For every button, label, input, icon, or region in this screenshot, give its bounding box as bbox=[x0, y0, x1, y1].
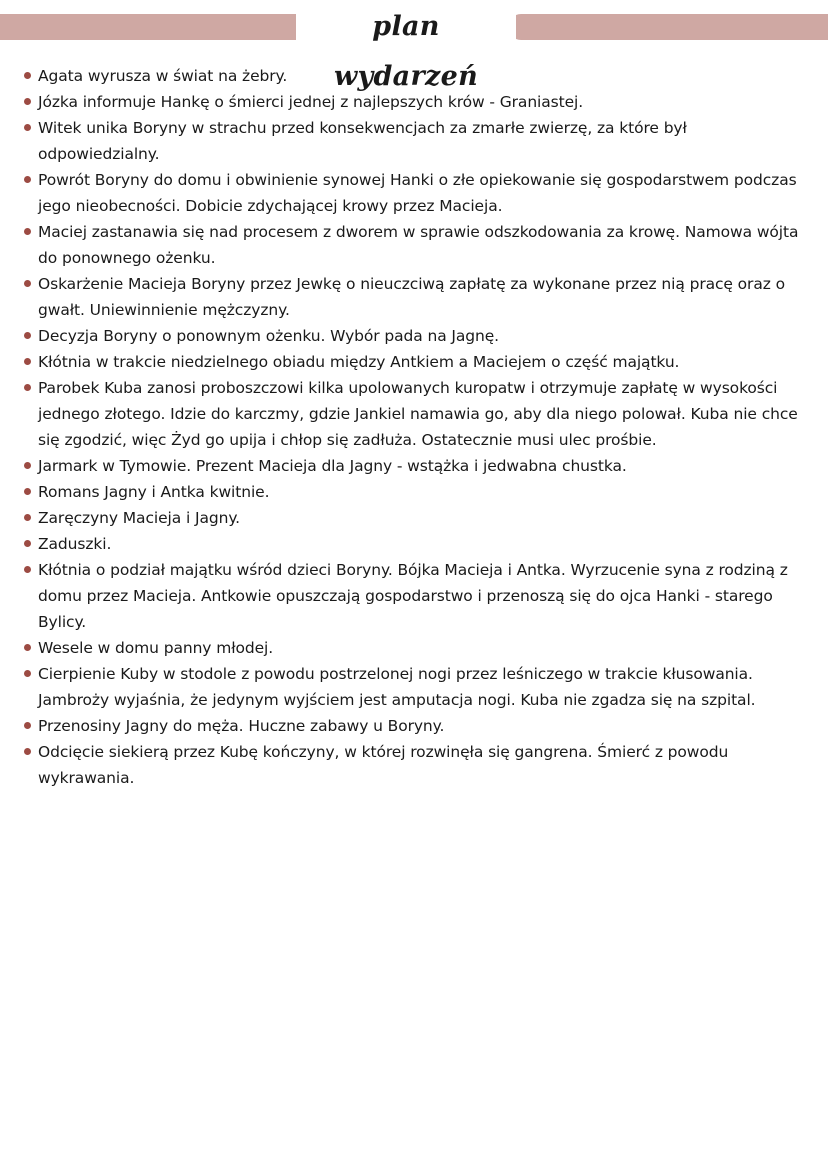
bullet-icon bbox=[24, 228, 31, 235]
bullet-icon bbox=[24, 72, 31, 79]
bullet-icon bbox=[24, 176, 31, 183]
bullet-icon bbox=[24, 644, 31, 651]
list-item bbox=[22, 531, 812, 557]
list-item bbox=[22, 375, 812, 453]
event-text: Parobek Kuba zanosi proboszczowi kilka upolowanych kuropatw i otrzymuje zapłatę w wysokości jednego złotego. Idzie do karczmy, gdzie Jankiel namawia go, aby dla niego polował. Kuba nie chce się zgodzić, więc Żyd go upija i chłop się zadłuża. Ostatecznie musi ulec prośbie. bbox=[38, 379, 798, 449]
event-text: Decyzja Boryny o ponownym ożenku. Wybór pada na Jagnę. bbox=[38, 327, 500, 345]
event-text: Odcięcie siekierą przez Kubę kończyny, w której rozwinęła się gangrena. Śmierć z powodu wykrawania. bbox=[38, 743, 729, 787]
bullet-icon bbox=[24, 540, 31, 547]
bullet-icon bbox=[24, 670, 31, 677]
list-item bbox=[22, 557, 812, 635]
bullet-icon bbox=[24, 384, 31, 391]
bullet-icon bbox=[24, 98, 31, 105]
bullet-icon bbox=[24, 462, 31, 469]
event-text: Romans Jagny i Antka kwitnie. bbox=[38, 483, 270, 501]
list-item bbox=[22, 479, 812, 505]
bullet-icon bbox=[24, 748, 31, 755]
bullet-icon bbox=[24, 332, 31, 339]
list-item bbox=[22, 505, 812, 531]
event-text: Cierpienie Kuby w stodole z powodu postrzelonej nogi przez leśniczego w trakcie kłusowania. Jambroży wyjaśnia, że jedynym wyjściem jest amputacja nogi. Kuba nie zgadza się na szpital. bbox=[38, 665, 756, 709]
event-text: Witek unika Boryny w strachu przed konsekwencjach za zmarłe zwierzę, za które był odpowiedzialny. bbox=[38, 119, 687, 163]
list-item bbox=[22, 115, 812, 167]
list-item bbox=[22, 271, 812, 323]
list-item bbox=[22, 453, 812, 479]
list-item bbox=[22, 219, 812, 271]
list-item bbox=[22, 635, 812, 661]
event-list bbox=[22, 63, 812, 791]
bullet-icon bbox=[24, 514, 31, 521]
event-text: Przenosiny Jagny do męża. Huczne zabawy u Boryny. bbox=[38, 717, 445, 735]
event-text: Maciej zastanawia się nad procesem z dworem w sprawie odszkodowania za krowę. Namowa wójta do ponownego ożenku. bbox=[38, 223, 799, 267]
header-bar-right bbox=[508, 14, 828, 40]
list-item bbox=[22, 89, 812, 115]
list-item bbox=[22, 167, 812, 219]
list-item bbox=[22, 323, 812, 349]
page-title: plan wydarzeń bbox=[296, 2, 516, 52]
event-text: Oskarżenie Macieja Boryny przez Jewkę o nieuczciwą zapłatę za wykonane przez nią pracę oraz o gwałt. Uniewinnienie mężczyzny. bbox=[38, 275, 785, 319]
event-text: Wesele w domu panny młodej. bbox=[38, 639, 274, 657]
event-text: Powrót Boryny do domu i obwinienie synowej Hanki o złe opiekowanie się gospodarstwem podczas jego nieobecności. Dobicie zdychającej krowy przez Macieja. bbox=[38, 171, 797, 215]
bullet-icon bbox=[24, 722, 31, 729]
event-text: Jarmark w Tymowie. Prezent Macieja dla Jagny - wstążka i jedwabna chustka. bbox=[38, 457, 627, 475]
list-item bbox=[22, 739, 812, 791]
header-bar-left bbox=[0, 14, 312, 40]
list-item bbox=[22, 63, 812, 89]
event-text: Zaręczyny Macieja i Jagny. bbox=[38, 509, 241, 527]
bullet-icon bbox=[24, 566, 31, 573]
event-text: Kłótnia w trakcie niedzielnego obiadu między Antkiem a Maciejem o część majątku. bbox=[38, 353, 680, 371]
bullet-icon bbox=[24, 358, 31, 365]
bullet-icon bbox=[24, 488, 31, 495]
bullet-icon bbox=[24, 124, 31, 131]
list-item bbox=[22, 713, 812, 739]
event-text: Zaduszki. bbox=[38, 535, 112, 553]
bullet-icon bbox=[24, 280, 31, 287]
event-text: Józka informuje Hankę o śmierci jednej z najlepszych krów - Graniastej. bbox=[38, 93, 584, 111]
event-text: Agata wyrusza w świat na żebry. bbox=[38, 67, 288, 85]
list-item bbox=[22, 661, 812, 713]
event-text: Kłótnia o podział majątku wśród dzieci Boryny. Bójka Macieja i Antka. Wyrzucenie syna z rodziną z domu przez Macieja. Antkowie opuszczają gospodarstwo i przenoszą się do ojca Hanki - starego Bylicy. bbox=[38, 561, 788, 631]
list-item bbox=[22, 349, 812, 375]
